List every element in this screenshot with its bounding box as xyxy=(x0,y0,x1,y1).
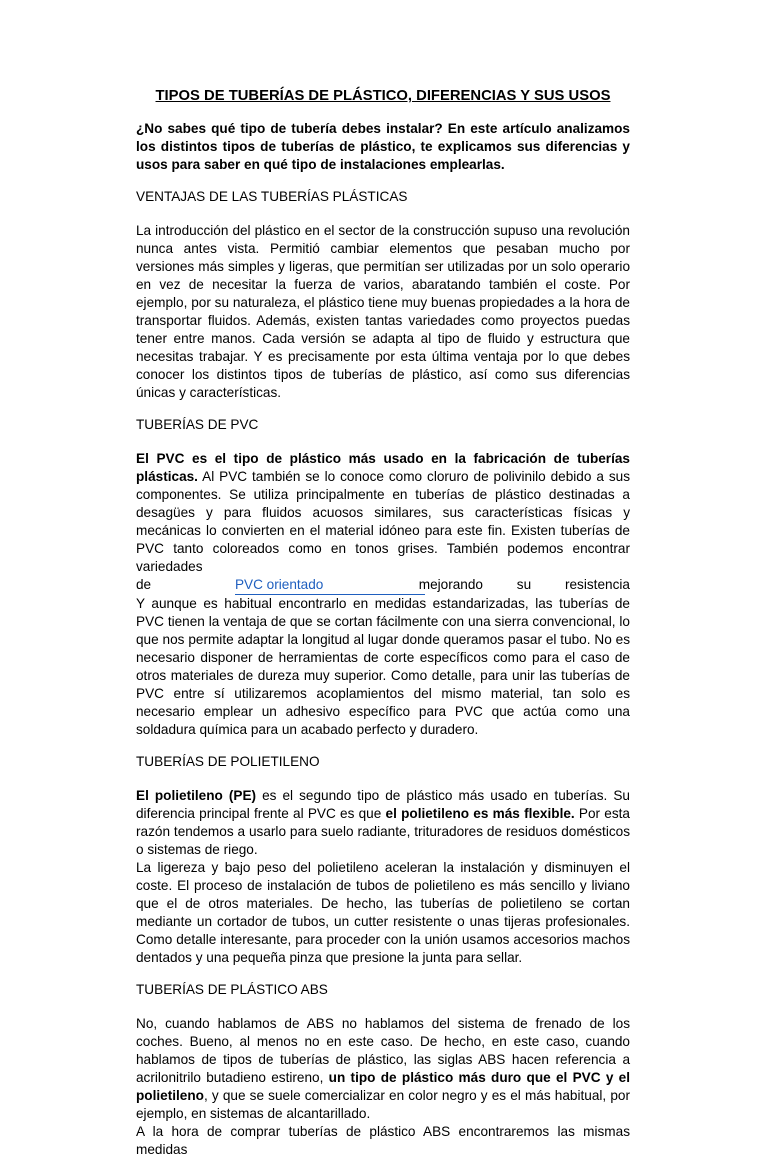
section-heading-ventajas: VENTAJAS DE LAS TUBERÍAS PLÁSTICAS xyxy=(136,189,408,204)
ventajas-paragraph: La introducción del plástico en el sector de la construcción supuso una revolución nunca antes vista. Permitió cambiar elementos que pesaban mucho por versiones más simples y ligeras, que permitían ser utilizadas por un solo operario en vez de necesitar la fuerza de varios, abaratando también el coste. Por ejemplo, por su naturaleza, el plástico tiene muy buenas propiedades a la hora de transportar fluidos. Además, existen tantas variedades como proyectos puedas tener entre manos. Cada versión se adapta al tipo de fluido y estructura que necesitas trabajar. Y es precisamente por esta última ventaja por lo que debes conocer los distintos tipos de tuberías de plástico, así como sus diferencias únicas y características. xyxy=(136,223,630,400)
pvc-word-mejorando: mejorando xyxy=(418,577,483,592)
pvc-word-de: de xyxy=(136,577,152,592)
polietileno-bold-1: El polietileno (PE) xyxy=(136,788,257,803)
abs-text-1 xyxy=(136,1015,630,1123)
abs-text-2: A la hora de comprar tuberías de plástico ABS encontraremos las mismas medidas xyxy=(136,1124,630,1157)
abs-text-1a: No, cuando hablamos de ABS no hablamos del sistema de frenado de los coches. Bueno, al menos no en este caso. De hecho, en este caso, cuando hablamos de tipos de tuberías de plástico, las siglas ABS hacen referencia a acrilonitrilo butadieno estireno, xyxy=(136,1016,630,1085)
pvc-orientado-link-text: PVC orientado xyxy=(234,577,324,592)
pvc-bold-intro: El PVC es el tipo de plástico más usado en la fabricación de tuberías plásticas. xyxy=(136,451,630,484)
pvc-word-su: su xyxy=(516,577,532,592)
abs-bold-1: un tipo de plástico más duro que el PVC y el polietileno xyxy=(136,1070,630,1103)
polietileno-text-1a: es el segundo tipo de plástico más usado en tuberías. Su diferencia principal frente al PVC es que xyxy=(136,788,630,821)
intro-paragraph xyxy=(136,120,630,174)
page-title: TIPOS DE TUBERÍAS DE PLÁSTICO, DIFERENCIAS Y SUS USOS xyxy=(155,88,611,104)
polietileno-paragraph xyxy=(136,787,630,967)
pvc-paragraph xyxy=(136,450,630,739)
pvc-text-1 xyxy=(136,450,630,576)
section-heading-polietileno: TUBERÍAS DE POLIETILENO xyxy=(136,754,320,769)
document-body xyxy=(136,86,630,1173)
polietileno-text-1 xyxy=(136,787,630,859)
abs-paragraph xyxy=(136,1015,630,1159)
pvc-word-resistencia: resistencia xyxy=(564,577,630,592)
pvc-orientado-link[interactable] xyxy=(235,576,425,595)
abs-text-1b: , y que se suele comercializar en color negro y es el más habitual, por ejemplo, en sistemas de alcantarillado. xyxy=(136,1088,630,1121)
pvc-text-1-rest: Al PVC también se lo conoce como cloruro de polivinilo debido a sus componentes. Se utiliza principalmente en tuberías de plástico destinadas a desagües y para fluidos acuosos similares, sus características físicas y mecánicas lo convierten en el material idóneo para este fin. Existen tuberías de PVC tanto coloreados como en tonos grises. También podemos encontrar variedades xyxy=(136,469,630,574)
polietileno-text-1b: Por esta razón tendemos a usarlo para suelo radiante, trituradores de residuos domésticos o sistemas de riego. xyxy=(136,806,630,857)
pvc-link-line xyxy=(136,576,630,595)
intro-text: ¿No sabes qué tipo de tubería debes instalar? En este artículo analizamos los distintos tipos de tuberías de plástico, te explicamos sus diferencias y usos para saber en qué tipo de instalaciones emplearlas. xyxy=(136,121,630,172)
section-heading-abs: TUBERÍAS DE PLÁSTICO ABS xyxy=(136,982,328,997)
section-heading-pvc: TUBERÍAS DE PVC xyxy=(136,417,259,432)
polietileno-text-2: La ligereza y bajo peso del polietileno aceleran la instalación y disminuyen el coste. El proceso de instalación de tubos de polietileno es más sencillo y liviano que el de otros materiales. De hecho, las tuberías de polietileno se cortan mediante un cortador de tubos, un cutter resistente o unas tijeras profesionales. Como detalle interesante, para proceder con la unión usamos accesorios machos dentados y una pequeña pinza que presione la junta para sellar. xyxy=(136,860,630,965)
pvc-text-2: Y aunque es habitual encontrarlo en medidas estandarizadas, las tuberías de PVC tienen la ventaja de que se cortan fácilmente con una sierra convencional, lo que nos permite adaptar la longitud al lugar donde queramos pasar el tubo. No es necesario disponer de herramientas de corte específicos como para el caso de otros materiales de dureza muy superior. Como detalle, para unir las tuberías de PVC entre sí utilizaremos acoplamientos del mismo material, tan solo es necesario emplear un adhesivo específico para PVC que actúa como una soldadura química para un acabado perfecto y duradero. xyxy=(136,596,630,737)
polietileno-bold-2: el polietileno es más flexible. xyxy=(385,806,575,821)
